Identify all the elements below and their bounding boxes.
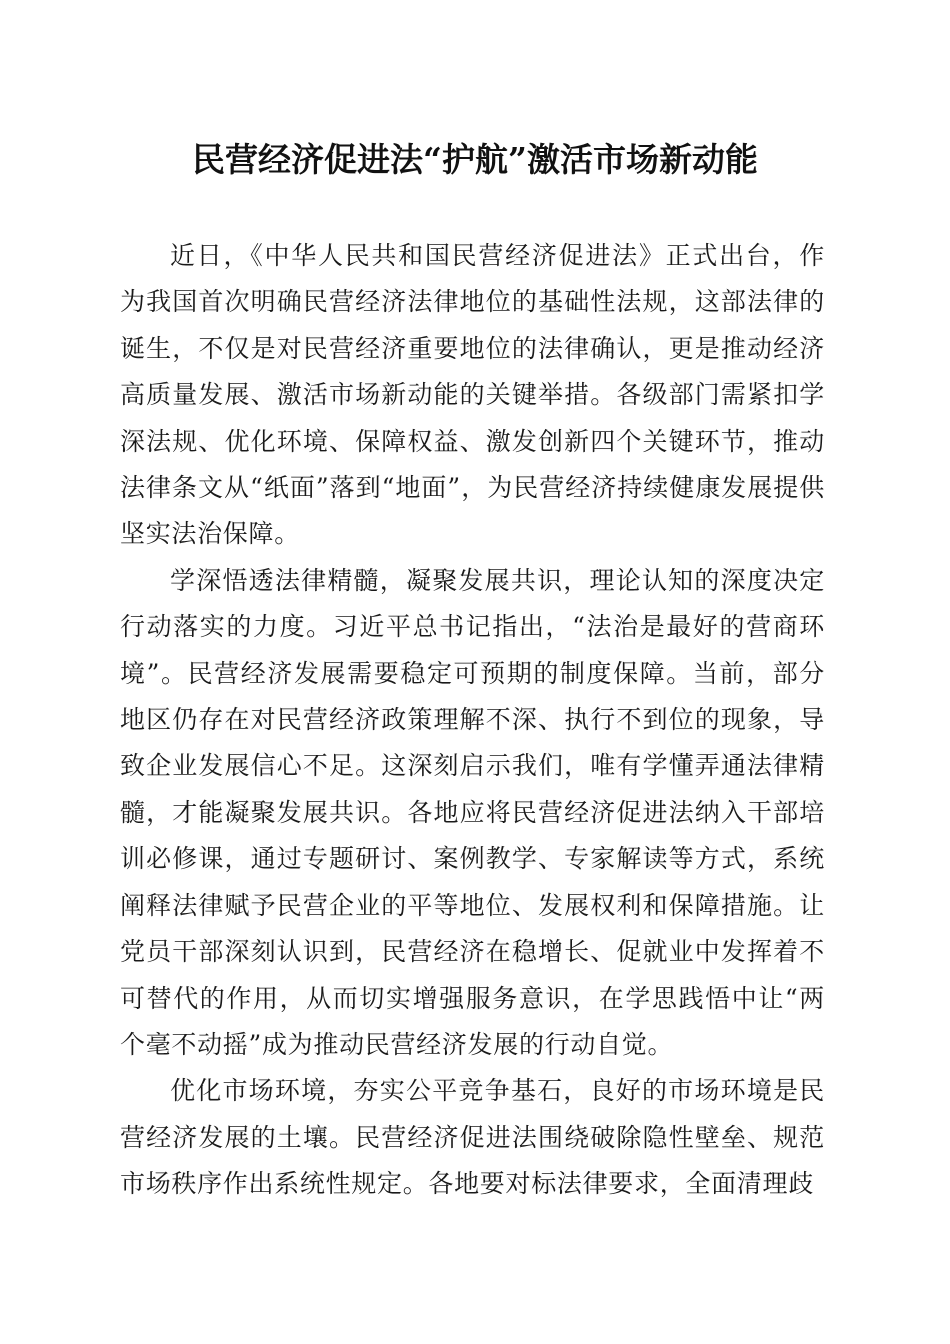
paragraph-2: 学深悟透法律精髓，凝聚发展共识，理论认知的深度决定行动落实的力度。习近平总书记指出，“法治是最好的营商环境”。民营经济发展需要稳定可预期的制度保障。当前，部分地区仍存在对民营经济政策理解不深、执行不到位的现象，导致企业发展信心不足。这深刻启示我们，唯有学懂弄通法律精髓，才能凝聚发展共识。各地应将民营经济促进法纳入干部培训必修课，通过专题研讨、案例教学、专家解读等方式，系统阐释法律赋予民营企业的平等地位、发展权利和保障措施。让党员干部深刻认识到，民营经济在稳增长、促就业中发挥着不可替代的作用，从而切实增强服务意识，在学思践悟中让“两个毫不动摇”成为推动民营经济发展的行动自觉。 [120,565,825,1059]
document-body [120,233,825,1208]
paragraph-1: 近日，《中华人民共和国民营经济促进法》正式出台，作为我国首次明确民营经济法律地位的基础性法规，这部法律的诞生，不仅是对民营经济重要地位的法律确认，更是推动经济高质量发展、激活市场新动能的关键举措。各级部门需紧扣学深法规、优化环境、保障权益、激发创新四个关键环节，推动法律条文从“纸面”落到“地面”，为民营经济持续健康发展提供坚实法治保障。 [120,241,825,549]
paragraph-3: 优化市场环境，夯实公平竞争基石，良好的市场环境是民营经济发展的土壤。民营经济促进法围绕破除隐性壁垒、规范市场秩序作出系统性规定。各地要对标法律要求，全面清理歧 [120,1076,825,1199]
document-title: 民营经济促进法“护航”激活市场新动能 [192,140,758,179]
